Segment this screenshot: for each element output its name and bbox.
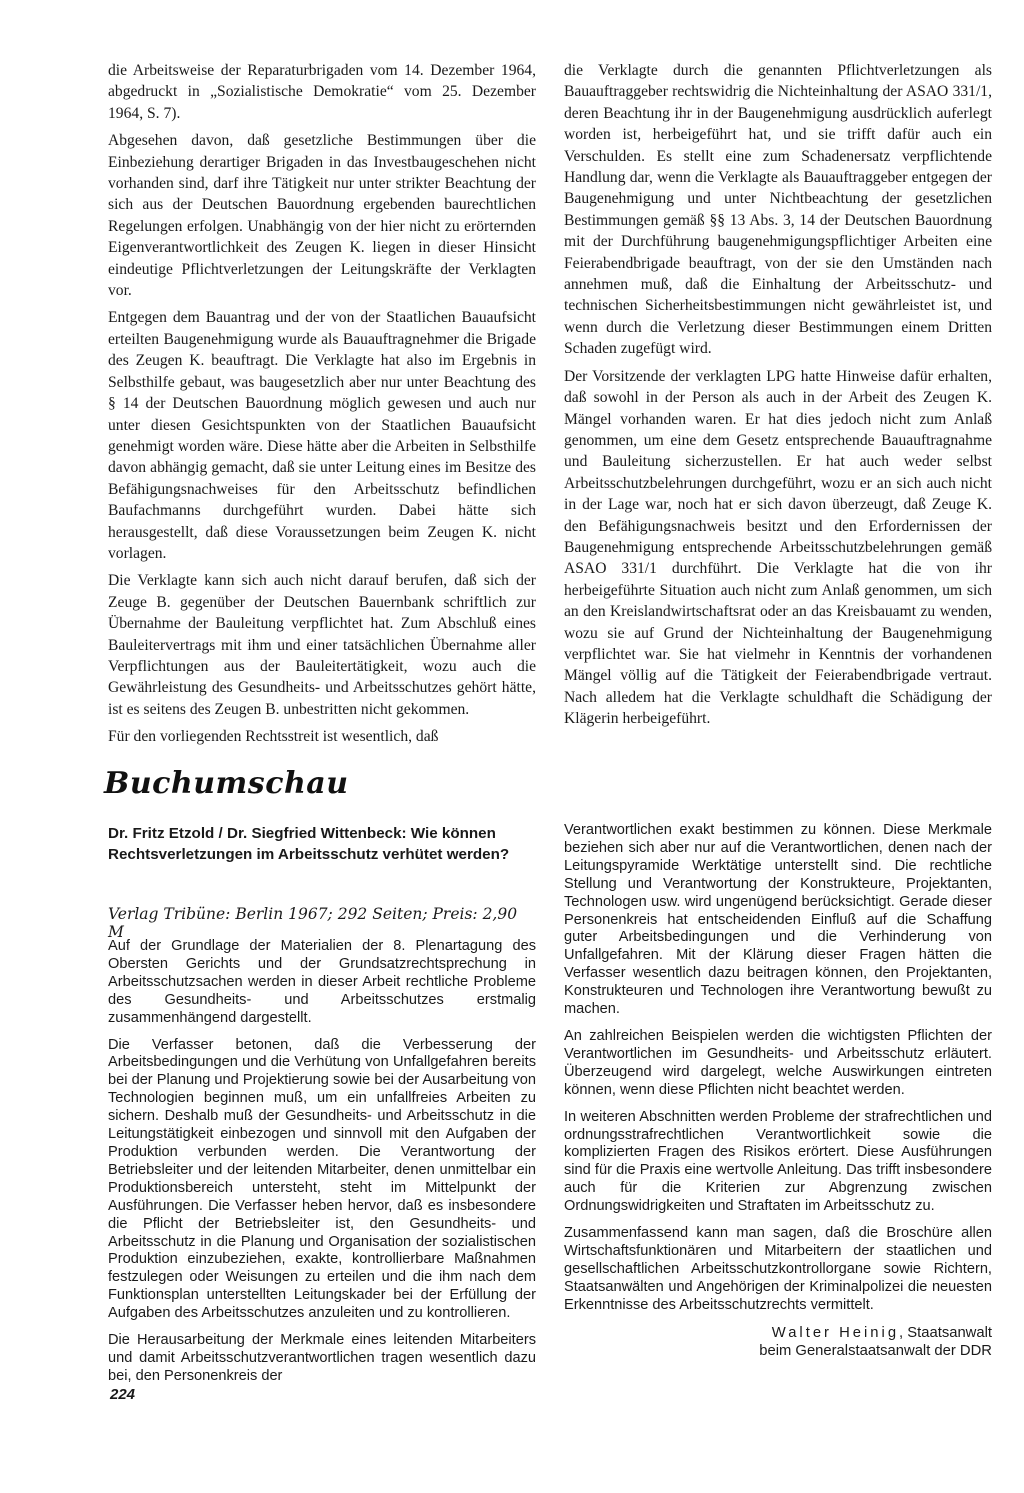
paragraph: die Arbeitsweise der Reparaturbrigaden vom 14. Dezember 1964, abgedruckt in „Sozialistische Demokratie“ vom 25. Dezember 1964, S. 7). (108, 62, 536, 122)
paragraph: Verantwortlichen exakt bestimmen zu können. Diese Merkmale beziehen sich aber nur auf die Verantwortlichen, denen nach der Leitungspyramide Werktätige unterstellt sind. Die rechtliche Stellung und Verantwortung der Konstrukteure, Projektanten, Technologen usw. wird ungenügend berücksichtigt. Gerade dieser Personenkreis hat entscheidenden Einfluß auf die Schaffung guter Arbeitsbedingungen und die Verhinderung von Unfallgefahren. Mit der Klärung dieser Fragen hätten die Verfasser wesentlich dazu beitragen können, den Projektanten, Konstrukteuren und Technologen ihre Verantwortung bewußt zu machen. (564, 822, 992, 1018)
upper-right-column (564, 60, 992, 736)
paragraph: Auf der Grundlage der Materialien der 8. Plenartagung des Obersten Gerichts und der Grundsatzrechtsprechung in Arbeitsschutzsachen werden in dieser Arbeit rechtliche Probleme des Gesundheits- und Arbeitsschutzes erstmalig zusammenhängend dargestellt. (108, 938, 536, 1026)
paragraph: Die Verfasser betonen, daß die Verbesserung der Arbeitsbedingungen und die Verhütung von Unfallgefahren bereits bei der Planung und Projektierung sowie bei der Ausarbeitung von Technologien beginnen muß, um ein unfallfreies Arbeiten zu sichern. Deshalb muß der Gesundheits- und Arbeitsschutz in die Leitungstätigkeit einbezogen und sinnvoll mit den Aufgaben der Produktion verbunden werden. Die Verantwortung der Betriebsleiter und der leitenden Mitarbeiter, denen unmittelbar ein Produktionsbereich untersteht, steht im Mittelpunkt der Ausführungen. Die Verfasser heben hervor, daß es insbesondere die Pflicht der Betriebsleiter ist, den Gesundheits- und Arbeitsschutz in die Planung und Organisation der sozialistischen Produktion einzubeziehen, exakte, kontrollierbare Maßnahmen festzulegen oder Weisungen zu erteilen und die ihm nach dem Funktionsplan unterstellten Leitungskader bei der Erfüllung der Aufgaben des Arbeitsschutzes anzuleiten und zu kontrollieren. (108, 1036, 536, 1322)
review-title: Dr. Fritz Etzold / Dr. Siegfried Wittenbeck: Wie können Rechtsverletzungen im Arbeitsschutz verhütet werden? (108, 825, 510, 863)
section-heading: Buchumschau (104, 766, 349, 801)
paragraph: Entgegen dem Bauantrag und der von der Staatlichen Bauaufsicht erteilten Baugenehmigung wurde als Bauauftragnehmer die Brigade des Zeugen K. beauftragt. Die Verklagte hat also im Ergebnis in Selbsthilfe gebaut, was baugesetzlich aber nur unter Beachtung des § 14 der Deutschen Bauordnung möglich gewesen und auch nur unter diesen Gesichtspunkten von der Staatlichen Bauaufsicht genehmigt worden wäre. Diese hätte aber die Arbeiten in Selbsthilfe davon abhängig gemacht, daß sie unter Leitung eines im Besitze des Befähigungsnachweises für den Arbeitsschutz befindlichen Baufachmanns durchgeführt wurden. Dabei hätte sich herausgestellt, daß diese Voraussetzungen beim Zeugen K. nicht vorlagen. (108, 309, 536, 562)
paragraph: In weiteren Abschnitten werden Probleme der strafrechtlichen und ordnungsstrafrechtlichen Verantwortlichkeit sowie die komplizierten Fragen des Risikos erörtert. Diese Ausführungen sind für die Praxis eine wertvolle Anleitung. Das trifft insbesondere auch für die Kriterien zur Abgrenzung zwischen Ordnungswidrigkeiten und Straftaten im Arbeitsschutz zu. (564, 1108, 992, 1215)
signature (564, 1324, 992, 1361)
paragraph: Für den vorliegenden Rechtsstreit ist wesentlich, daß (108, 728, 439, 746)
author-title: , Staatsanwalt (899, 1324, 992, 1341)
paragraph: Der Vorsitzende der verklagten LPG hatte Hinweise dafür erhalten, daß sowohl in der Person als auch in der Arbeit des Zeugen K. Mängel vorhanden waren. Er hat dies jedoch nicht zum Anlaß genommen, um eine dem Gesetz entsprechende Bauauftragnahme und Bauleitung sicherzustellen. Er hat auch weder selbst Arbeitsschutzbelehrungen durchgeführt, wozu er an sich auch nicht in der Lage war, noch hat er sich davon überzeugt, daß Zeuge K. den Befähigungsnachweis besitzt und den Erfordernissen der Baugenehmigung entsprechende Arbeitsschutzbelehrungen gemäß ASAO 331/1 durchführt. Die Verklagte hat die von ihr herbeigeführte Situation auch nicht zum Anlaß genommen, um sich an den Kreislandwirtschaftsrat oder an das Kreisbauamt zu wenden, wozu sie auf Grund der Nichteinhaltung der Baugenehmigung verpflichtet war. Sie hat vielmehr in Kenntnis der vorhandenen Mängel völlig auf die Tätigkeit der Feierabendbrigade vertraut. Nach alledem hat die Verklagte schuldhaft die Schädigung der Klägerin herbeigeführt. (564, 367, 992, 728)
paragraph: Die Herausarbeitung der Merkmale eines leitenden Mitarbeiters und damit Arbeitsschutzverantwortlichen tragen wesentlich dazu bei, den Personenkreis der (108, 1332, 536, 1384)
lower-right-column (564, 822, 992, 1361)
paragraph: Abgesehen davon, daß gesetzliche Bestimmungen über die Einbeziehung derartiger Brigaden in das Investbaugeschehen nicht vorhanden sind, darf ihre Tätigkeit nur unter strikter Beachtung der sich aus der Deutschen Bauordnung ergebenden baurechtlichen Regelungen erfolgen. Unabhängig von der hier nicht zu erörternden Eigenverantwortlichkeit des Zeugen K. liegen in dieser Hinsicht eindeutige Pflichtverletzungen der Leitungskräfte der Verklagten vor. (108, 132, 536, 300)
page-number: 224 (110, 1386, 136, 1403)
publication-info: Verlag Tribüne: Berlin 1967; 292 Seiten; Preis: 2,90 M (108, 905, 518, 941)
paragraph: Zusammenfassend kann man sagen, daß die Broschüre allen Wirtschaftsfunktionären und Mitarbeitern der staatlichen und gesellschaftlichen Arbeitsschutzkontrollorgane sowie Richtern, Staatsanwälten und Angehörigen der Kriminalpolizei die neuesten Erkenntnisse des Arbeitsschutzrechts vermittelt. (564, 1225, 992, 1313)
lower-left-column (108, 938, 536, 1395)
paragraph: die Verklagte durch die genannten Pflichtverletzungen als Bauauftraggeber rechtswidrig die Nichteinhaltung der ASAO 331/1, deren Beachtung ihr in der Baugenehmigung ausdrücklich auferlegt worden ist, herbeigeführt hat, und sie trifft dafür auch ein Verschulden. Es stellt eine zum Schadenersatz verpflichtende Handlung dar, wenn die Verklagte als Bauauftraggeber entgegen der Baugenehmigung und unter Nichtbeachtung der gesetzlichen Bestimmungen gemäß §§ 13 Abs. 3, 14 der Deutschen Bauordnung mit der Durchführung baugenehmigungspflichtiger Arbeiten eine Feierabendbrigade beauftragt, von der sie den Umständen nach annehmen muß, daß die Einhaltung der Arbeitsschutz- und technischen Sicherheitsbestimmungen nicht gewährleistet ist, und wenn durch die Verletzung dieser Bestimmungen einem Dritten Schaden zugefügt wird. (564, 62, 992, 358)
paragraph: Die Verklagte kann sich auch nicht darauf berufen, daß sich der Zeuge B. gegenüber der Deutschen Bauernbank schriftlich zur Übernahme der Bauleitung verpflichtet hat. Zum Abschluß eines Bauleitervertrags mit ihm und einer tatsächlichen Übernahme aller Verpflichtungen aus der Bauleitertätigkeit, wozu auch die Gewährleistung des Gesundheits- und Arbeitsschutzes gehört hätte, ist es seitens des Zeugen B. unbestritten nicht gekommen. (108, 572, 536, 718)
signature-line (564, 1324, 992, 1343)
paragraph: An zahlreichen Beispielen werden die wichtigsten Pflichten der Verantwortlichen im Gesundheits- und Arbeitsschutz erläutert. Überzeugend wird dargelegt, welche Auswirkungen eintreten können, wenn diese Pflichten nicht beachtet werden. (564, 1027, 992, 1098)
author-affiliation: beim Generalstaatsanwalt der DDR (759, 1343, 992, 1360)
upper-left-column (108, 60, 536, 754)
author-name: Walter Heinig (771, 1324, 900, 1341)
